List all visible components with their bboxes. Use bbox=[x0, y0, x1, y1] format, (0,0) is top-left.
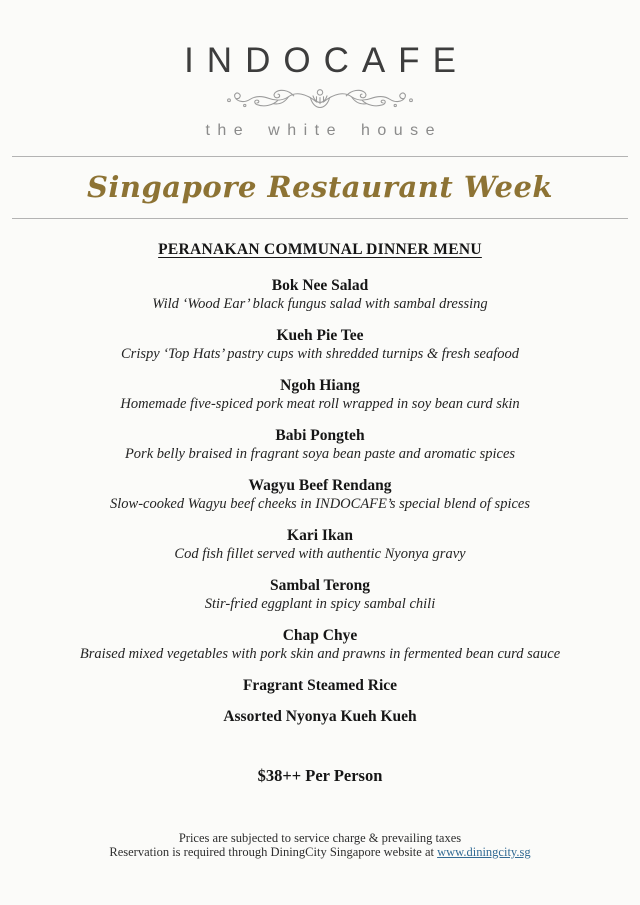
menu-item bbox=[0, 326, 640, 364]
logo-tagline: the white house bbox=[205, 121, 443, 139]
dish-description: Slow-cooked Wagyu beef cheeks in INDOCAFE’s special blend of spices bbox=[110, 495, 530, 512]
menu-item bbox=[0, 476, 640, 514]
dish-name: Bok Nee Salad bbox=[271, 276, 369, 294]
dish-description: Pork belly braised in fragrant soya bean paste and aromatic spices bbox=[124, 445, 516, 462]
menu-item bbox=[0, 426, 640, 464]
footer-notes bbox=[0, 831, 640, 859]
dish-description: Homemade five-spiced pork meat roll wrapped in soy bean curd skin bbox=[120, 395, 520, 412]
dish-name: Wagyu Beef Rendang bbox=[248, 476, 392, 494]
menu-heading: PERANAKAN COMMUNAL DINNER MENU bbox=[158, 240, 482, 258]
menu-item bbox=[0, 576, 640, 614]
footer-reservation-text: Reservation is required through DiningCity Singapore website at bbox=[109, 844, 438, 859]
dish-name: Babi Pongteh bbox=[275, 426, 365, 444]
dish-description: Crispy ‘Top Hats’ pastry cups with shredded turnips & fresh seafood bbox=[121, 345, 519, 362]
menu-item bbox=[0, 676, 640, 695]
menu-item bbox=[0, 526, 640, 564]
menu-item bbox=[0, 626, 640, 664]
footer-taxes-note: Prices are subjected to service charge & prevailing taxes bbox=[178, 830, 462, 845]
menu-item bbox=[0, 276, 640, 314]
dish-name: Fragrant Steamed Rice bbox=[242, 676, 398, 694]
menu-item bbox=[0, 376, 640, 414]
dish-name: Assorted Nyonya Kueh Kueh bbox=[223, 707, 417, 725]
footer-reservation-note bbox=[0, 845, 640, 859]
dish-description: Cod fish fillet served with authentic Nyonya gravy bbox=[174, 545, 466, 562]
banner-title: Singapore Restaurant Week bbox=[86, 169, 554, 204]
dish-description: Wild ‘Wood Ear’ black fungus salad with sambal dressing bbox=[152, 295, 488, 312]
dish-name: Sambal Terong bbox=[269, 576, 371, 594]
dish-name: Ngoh Hiang bbox=[280, 376, 360, 394]
dish-name: Chap Chye bbox=[282, 626, 358, 644]
dish-name: Kari Ikan bbox=[287, 526, 353, 544]
logo-text: INDOCAFE bbox=[184, 41, 469, 80]
logo-block bbox=[0, 0, 640, 140]
diningcity-link[interactable]: www.diningcity.sg bbox=[437, 844, 531, 859]
divider-bottom bbox=[12, 218, 628, 219]
ornament-flourish-icon bbox=[0, 84, 640, 120]
menu-item bbox=[0, 707, 640, 726]
dish-description: Braised mixed vegetables with pork skin and prawns in fermented bean curd sauce bbox=[79, 645, 561, 662]
menu-items bbox=[0, 276, 640, 726]
dish-description: Stir-fried eggplant in spicy sambal chili bbox=[204, 595, 436, 612]
price-per-person: $38++ Per Person bbox=[257, 765, 383, 785]
dish-name: Kueh Pie Tee bbox=[276, 326, 364, 344]
